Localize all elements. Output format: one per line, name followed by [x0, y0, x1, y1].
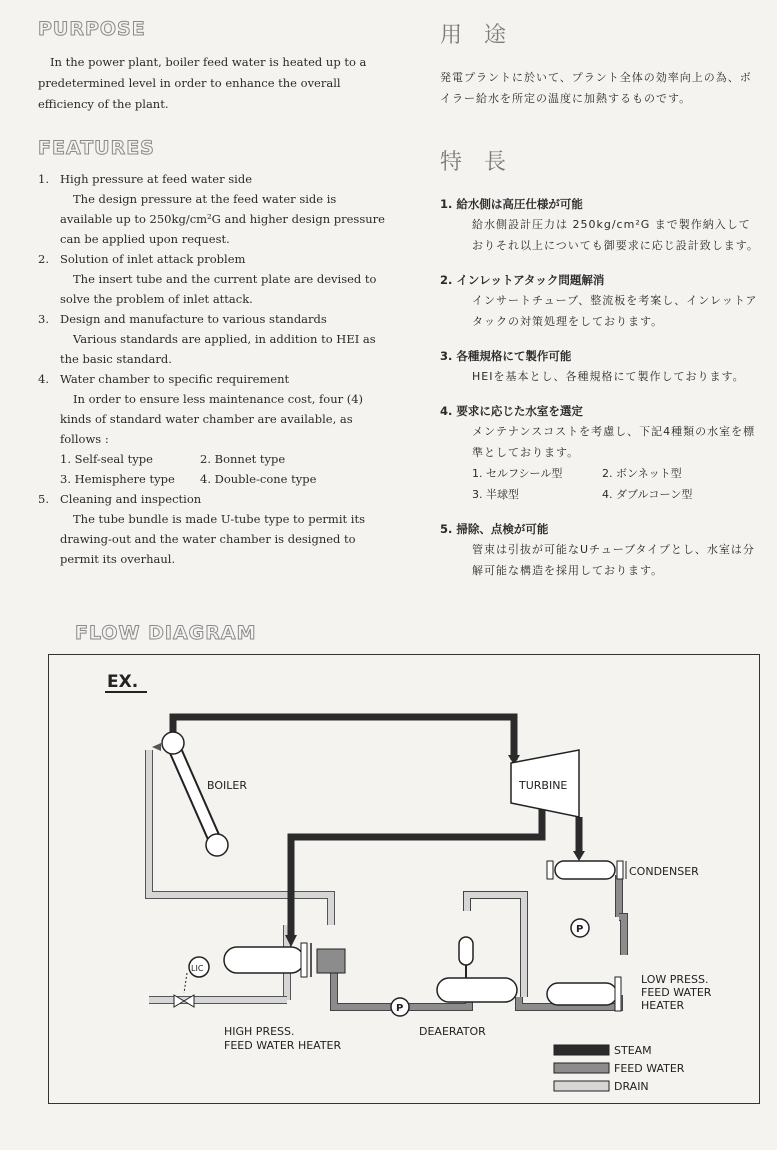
- jp-feature-body: 管束は引抜が可能なUチューブタイプとし、水室は分解可能な構造を採用しております。: [472, 543, 755, 577]
- hp-heater-label-2: FEED WATER HEATER: [224, 1039, 342, 1052]
- features-heading: FEATURES: [38, 137, 155, 159]
- jp-feature-body: HEIを基本とし、各種規格にて製作しております。: [472, 370, 745, 383]
- japanese-column: [440, 18, 760, 581]
- purpose-text: In the power plant, boiler feed water is heated up to a predetermined level in order to enhance the overall efficiency of the plant.: [38, 55, 367, 111]
- jp-purpose-heading: 用途: [440, 23, 529, 48]
- jp-purpose-text: 発電プラントに於いて、プラント全体の効率向上の為、ボイラー給水を所定の温度に加熱するものです。: [440, 71, 752, 105]
- jp-features-heading: 特長: [440, 150, 529, 175]
- feature-body: The design pressure at the feed water side is available up to 250kg/cm²G and higher design pressure can be applied upon request.: [60, 192, 385, 246]
- feature-item: 1. High pressure at feed water side The design pressure at the feed water side is available up to 250kg/cm²G and higher design pressure can be applied upon request.: [38, 169, 388, 249]
- english-column: [38, 18, 388, 569]
- feature-title: High pressure at feed water side: [60, 172, 253, 186]
- ex-label: EX.: [107, 672, 139, 692]
- features-list: [38, 169, 388, 569]
- feature-body: In order to ensure less maintenance cost, four (4) kinds of standard water chamber are available, as follows :: [60, 392, 364, 446]
- drain-arrow-boiler: [152, 743, 161, 751]
- feature-item: 4. Water chamber to specific requirement In order to ensure less maintenance cost, four (4) kinds of standard water chamber are available, as follows : 1. Self-seal type 2. Bonnet type 3. Hemisphere type 4. Double-cone type: [38, 369, 388, 489]
- condenser-label: CONDENSER: [629, 865, 699, 878]
- boiler: [162, 732, 228, 856]
- legend-swatch-drain: [554, 1081, 609, 1091]
- jp-feature-item: [440, 348, 760, 387]
- feature-body: The insert tube and the current plate are devised to solve the problem of inlet attack.: [60, 272, 377, 306]
- jp-feature-item: [440, 196, 760, 256]
- purpose-heading: PURPOSE: [38, 18, 146, 40]
- turbine-label: TURBINE: [519, 779, 568, 792]
- jp-feature-title: 1. 給水側は高圧仕様が可能: [440, 197, 583, 211]
- feature-title: Cleaning and inspection: [60, 492, 202, 506]
- feature-item: 2. Solution of inlet attack problem The insert tube and the current plate are devised to solve the problem of inlet attack.: [38, 249, 388, 309]
- lp-heater-label-2: FEED WATER: [641, 986, 712, 999]
- lp-heater-label-1: LOW PRESS.: [641, 973, 709, 986]
- jp-feature-item: [440, 521, 760, 581]
- lp-heater-label-3: HEATER: [641, 999, 685, 1012]
- boiler-label: BOILER: [207, 779, 247, 792]
- condenser: [547, 861, 626, 879]
- legend-steam: STEAM: [614, 1044, 652, 1057]
- jp-feature-title: 5. 掃除、点検が可能: [440, 522, 549, 536]
- jp-feature-title: 4. 要求に応じた水室を選定: [440, 404, 583, 418]
- jp-feature-item: [440, 403, 760, 505]
- legend-drain: DRAIN: [614, 1080, 649, 1093]
- flow-diagram: [49, 655, 759, 1103]
- jp-feature-title: 2. インレットアタック問題解消: [440, 273, 605, 287]
- jp-feature-body: 給水側設計圧力は 250kg/cm²G まで製作納入しておりそれ以上についても御要求に応じ設計致します。: [472, 218, 759, 252]
- hp-heater-label-1: HIGH PRESS.: [224, 1025, 295, 1038]
- svg-text:P: P: [396, 1003, 404, 1014]
- feature-title: Solution of inlet attack problem: [60, 252, 246, 266]
- jp-feature-body: メンテナンスコストを考慮し、下記4種類の水室を標準としております。: [472, 425, 756, 459]
- flow-diagram-frame: [48, 654, 760, 1104]
- legend-swatch-feed-water: [554, 1063, 609, 1073]
- feature-item: 5. Cleaning and inspection The tube bundle is made U-tube type to permit its drawing-out and the water chamber is designed to permit its overhaul.: [38, 489, 388, 569]
- deaerator-label: DEAERATOR: [419, 1025, 486, 1038]
- deaerator: [437, 937, 517, 1002]
- pump-lp: [571, 919, 589, 937]
- flow-diagram-heading: FLOW DIAGRAM: [75, 622, 257, 644]
- pump-feed: [391, 998, 409, 1016]
- hp-feed-water-heater: [224, 943, 345, 977]
- svg-text:P: P: [576, 924, 584, 935]
- jp-feature-body: インサートチューブ、整流板を考案し、インレットアタックの対策処理をしております。: [472, 294, 758, 328]
- jp-feature-item: [440, 272, 760, 332]
- feature-body: The tube bundle is made U-tube type to permit its drawing-out and the water chamber is designed to permit its overhaul.: [60, 512, 365, 566]
- legend: [554, 1044, 685, 1093]
- steam-arrow-condenser: [573, 851, 585, 861]
- svg-text:LIC: LIC: [191, 964, 204, 973]
- feature-body: Various standards are applied, in addition to HEI as the basic standard.: [60, 332, 376, 366]
- legend-feed-water: FEED WATER: [614, 1062, 685, 1075]
- feature-item: 3. Design and manufacture to various standards Various standards are applied, in addition to HEI as the basic standard.: [38, 309, 388, 369]
- jp-water-chamber-types: 1. セルフシール型 2. ボンネット型 3. 半球型 4. ダブルコーン型: [472, 467, 693, 501]
- water-chamber-types: 1. Self-seal type 2. Bonnet type 3. Hemisphere type 4. Double-cone type: [60, 452, 317, 486]
- steam-lines: [173, 717, 579, 940]
- feature-title: Design and manufacture to various standards: [60, 312, 327, 326]
- jp-feature-title: 3. 各種規格にて製作可能: [440, 349, 572, 363]
- feature-title: Water chamber to specific requirement: [60, 372, 290, 386]
- legend-swatch-steam: [554, 1045, 609, 1055]
